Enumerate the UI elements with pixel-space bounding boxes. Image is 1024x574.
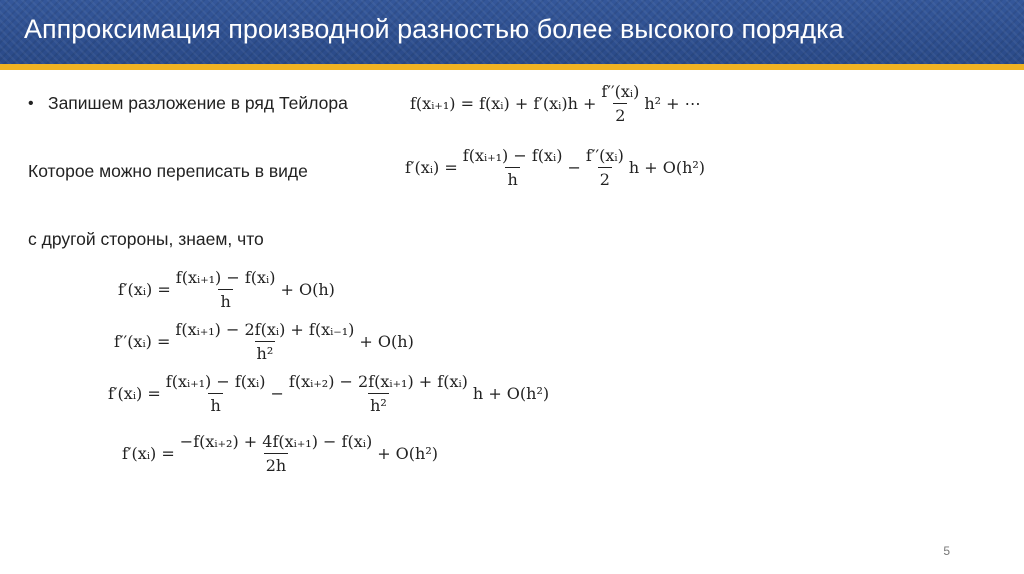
formula-substituted-denominator-1: h (208, 393, 222, 415)
formula-rewrite-lhs: f′(xᵢ) = (405, 158, 458, 177)
rewrite-text: Которое можно переписать в виде (28, 161, 308, 181)
formula-forward-numerator: f(xᵢ₊₁) − f(xᵢ) (175, 268, 276, 287)
formula-rewrite-fraction-2 (584, 146, 626, 189)
formula-taylor (410, 82, 701, 125)
formula-taylor-numerator: f′′(xᵢ) (601, 82, 640, 101)
formula-second-rhs: + O(h) (359, 332, 414, 351)
formula-forward-rhs: + O(h) (280, 280, 335, 299)
formula-taylor-denominator: 2 (613, 103, 627, 125)
formula-substituted-numerator-1: f(xᵢ₊₁) − f(xᵢ) (165, 372, 266, 391)
formula-rewrite-numerator-2: f′′(xᵢ) (585, 146, 624, 165)
formula-rewrite (405, 146, 705, 189)
slide-title: Аппроксимация производной разностью более высокого порядка (24, 14, 844, 44)
formula-rewrite-minus: − (567, 158, 581, 177)
formula-rewrite-denominator-1: h (505, 167, 519, 189)
formula-result-numerator: −f(xᵢ₊₂) + 4f(xᵢ₊₁) − f(xᵢ) (179, 432, 373, 451)
taylor-text: Запишем разложение в ряд Тейлора (48, 93, 348, 113)
formula-substituted-numerator-2: f(xᵢ₊₂) − 2f(xᵢ₊₁) + f(xᵢ) (288, 372, 468, 391)
formula-taylor-fraction (599, 82, 641, 125)
formula-forward-fraction (174, 268, 278, 311)
formula-rewrite-fraction-1 (461, 146, 565, 189)
bullet-glyph: • (28, 95, 34, 112)
slide-header (0, 0, 1024, 64)
formula-second-derivative (114, 320, 414, 363)
formula-second-lhs: f′′(xᵢ) = (114, 332, 171, 351)
formula-substituted (108, 372, 549, 415)
formula-result-fraction (178, 432, 374, 475)
formula-substituted-fraction-2 (287, 372, 470, 415)
formula-result-lhs: f′(xᵢ) = (122, 444, 175, 463)
formula-result-denominator: 2h (264, 453, 288, 475)
formula-substituted-fraction-1 (164, 372, 268, 415)
formula-rewrite-denominator-2: 2 (598, 167, 612, 189)
header-accent-stripe (0, 64, 1024, 70)
other-side-text: с другой стороны, знаем, что (28, 229, 264, 249)
formula-result-rhs: + O(h²) (377, 444, 438, 463)
formula-second-numerator: f(xᵢ₊₁) − 2f(xᵢ) + f(xᵢ₋₁) (175, 320, 355, 339)
formula-substituted-rhs: h + O(h²) (472, 384, 550, 403)
formula-taylor-lhs: f(xᵢ₊₁) = f(xᵢ) + f′(xᵢ)h + (410, 94, 597, 113)
formula-substituted-minus: − (270, 384, 284, 403)
formula-rewrite-rhs: h + O(h²) (628, 158, 706, 177)
formula-second-fraction (173, 320, 356, 363)
formula-rewrite-numerator-1: f(xᵢ₊₁) − f(xᵢ) (462, 146, 563, 165)
formula-second-denominator: h² (255, 341, 276, 363)
formula-substituted-denominator-2: h² (368, 393, 389, 415)
formula-forward-denominator: h (218, 289, 232, 311)
formula-taylor-rhs: h² + ⋯ (644, 94, 701, 113)
formula-second-order-result (122, 432, 438, 475)
page-number: 5 (943, 544, 950, 558)
formula-forward-lhs: f′(xᵢ) = (118, 280, 171, 299)
formula-substituted-lhs: f′(xᵢ) = (108, 384, 161, 403)
formula-forward-difference (118, 268, 335, 311)
